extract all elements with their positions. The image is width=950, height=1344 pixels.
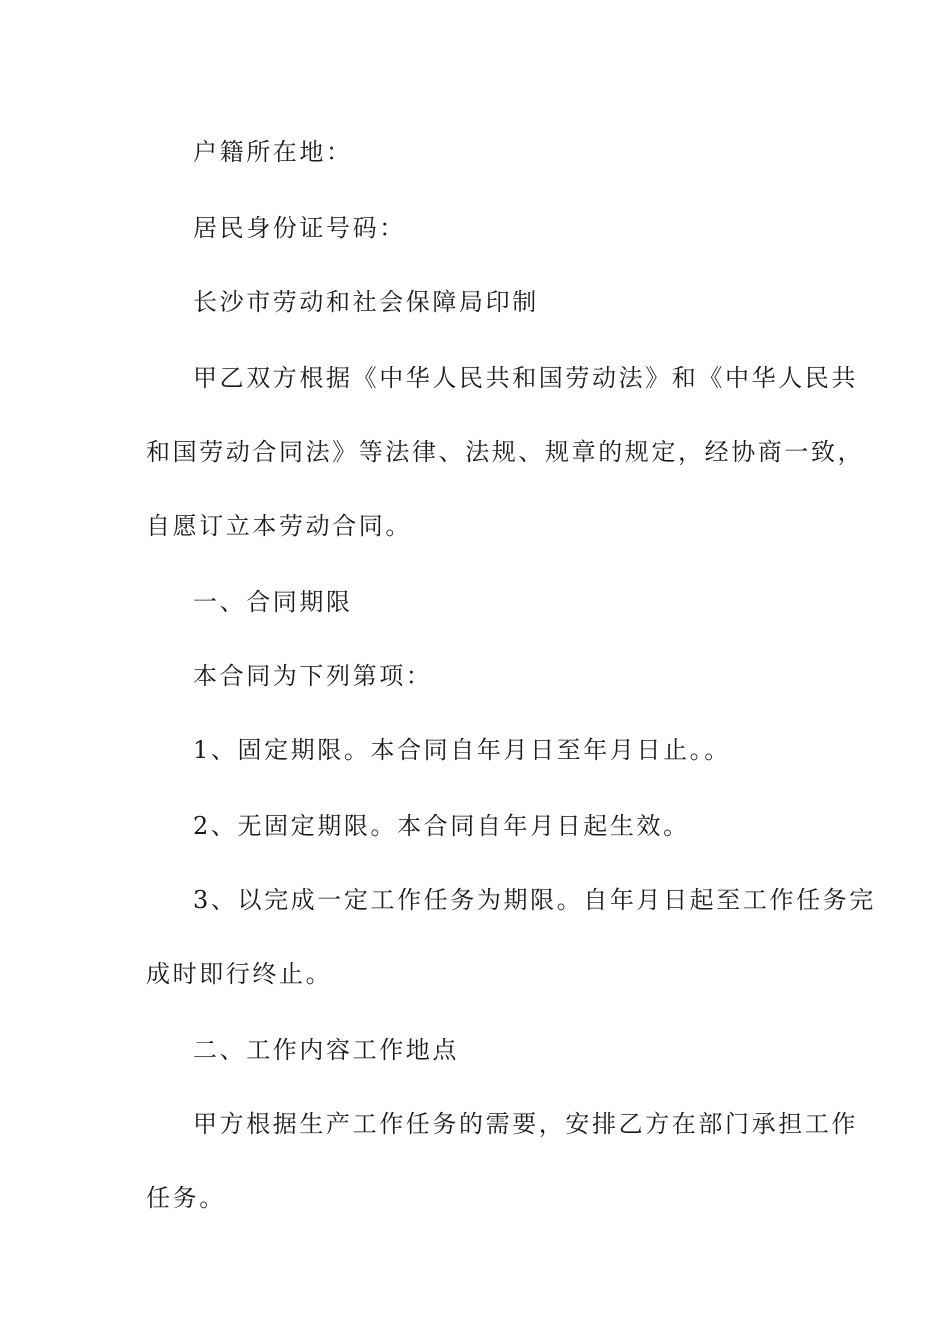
list-item: 1、固定期限。本合同自年月日至年月日止。。 (193, 736, 731, 764)
list-item: 2、无固定期限。本合同自年月日起生效。 (193, 812, 690, 840)
list-item: 3、以完成一定工作任务为期限。自年月日起至工作任务完 (193, 886, 876, 914)
paragraph-line: 甲乙双方根据《中华人民共和国劳动法》和《中华人民共 (193, 364, 858, 392)
paragraph-line: 甲方根据生产工作任务的需要，安排乙方在部门承担工作 (193, 1110, 858, 1138)
paragraph-line: 自愿订立本劳动合同。 (146, 512, 412, 540)
section-heading: 二、工作内容工作地点 (193, 1036, 459, 1064)
paragraph-line: 任务。 (146, 1184, 226, 1212)
field-id-number: 居民身份证号码： (193, 214, 406, 242)
paragraph-line: 成时即行终止。 (146, 960, 333, 988)
field-household-registration: 户籍所在地： (193, 138, 353, 166)
section-heading: 一、合同期限 (193, 588, 353, 616)
paragraph-line: 和国劳动合同法》等法律、法规、规章的规定，经协商一致， (146, 438, 865, 466)
issuer-line: 长沙市劳动和社会保障局印制 (193, 288, 539, 316)
paragraph-line: 本合同为下列第项： (193, 662, 433, 690)
